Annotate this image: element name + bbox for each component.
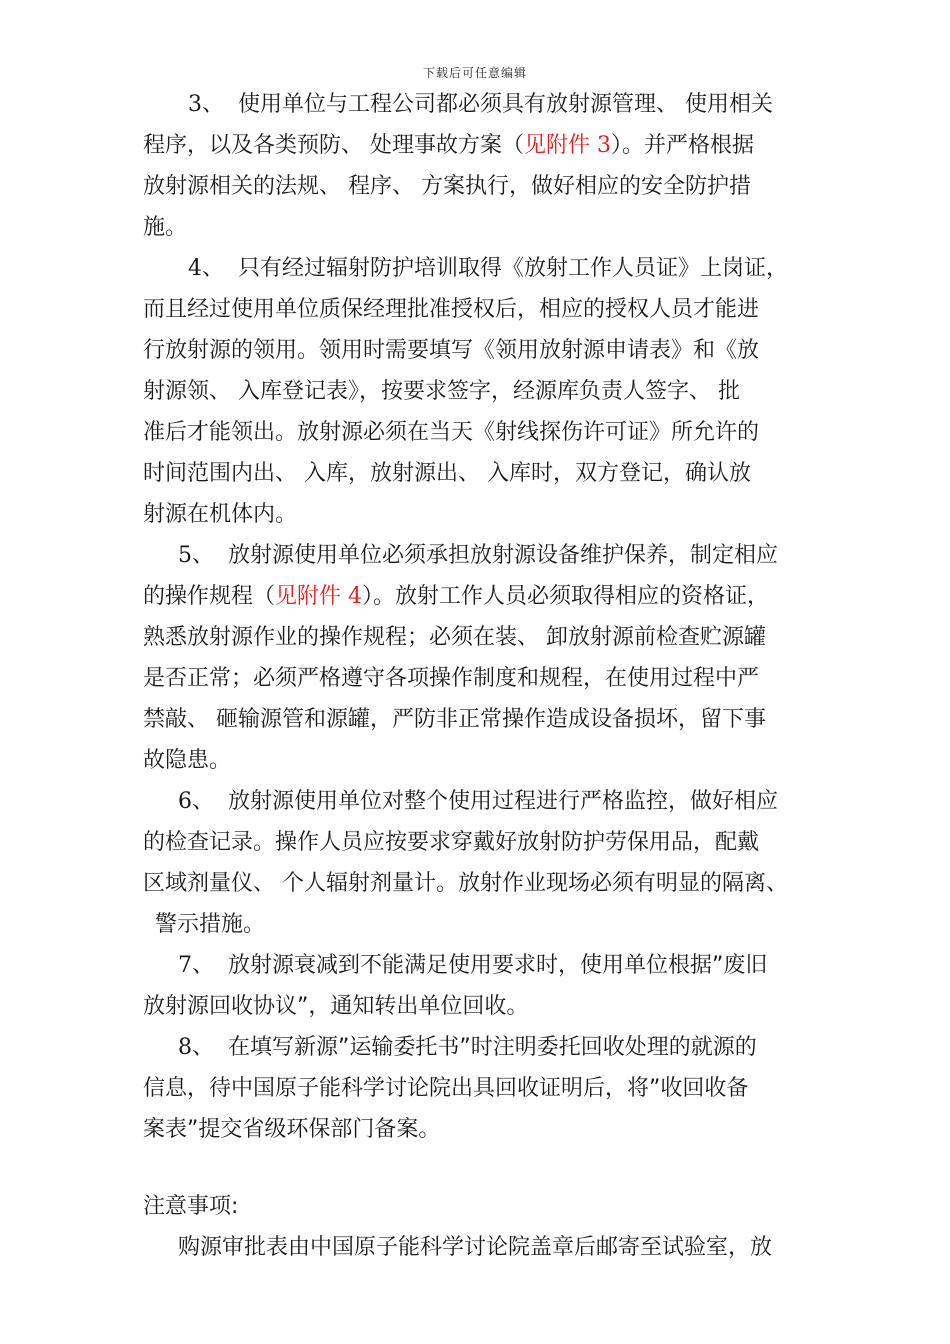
section-8-line-2: 信息，待中国原子能科学讨论院出具回收证明后，将”收回收备 xyxy=(143,1076,749,1101)
appendix-4-number: 4 xyxy=(348,584,363,609)
section-5-line-5: 禁敲、 砸输源管和源罐，严防非正常操作造成设备损坏，留下事 xyxy=(143,707,766,732)
section-8-text-1: 在填写新源”运输委托书”时注明委托回收处理的就源的 xyxy=(228,1035,757,1060)
appendix-4-label: 见附件 xyxy=(275,584,342,609)
notes-title: 注意事项: xyxy=(143,1194,239,1219)
section-4-line-3: 行放射源的领用。领用时需要填写《领用放射源申请表》和《放 xyxy=(143,338,760,363)
section-3-number: 3、 xyxy=(188,92,224,117)
appendix-4-reference xyxy=(275,584,362,609)
section-7-line-2: 放射源回收协议”，通知转出单位回收。 xyxy=(143,994,529,1019)
section-4-number: 4、 xyxy=(188,256,224,281)
appendix-3-reference xyxy=(524,133,611,158)
notes-line-1: 购源审批表由中国原子能科学讨论院盖章后邮寄至试验室，放 xyxy=(178,1235,773,1260)
section-8-number: 8、 xyxy=(178,1035,214,1060)
section-3-line-1 xyxy=(188,90,773,120)
section-3-text-1: 使用单位与工程公司都必须具有放射源管理、 使用相关 xyxy=(238,92,773,117)
section-5-text-2b: ）。放射工作人员必须取得相应的资格证， xyxy=(362,584,770,609)
section-5-line-3: 熟悉放射源作业的操作规程；必须在装、 卸放射源前检查贮源罐 xyxy=(143,625,766,650)
section-8-line-1 xyxy=(178,1033,757,1063)
section-5-number: 5、 xyxy=(178,543,214,568)
section-6-line-1 xyxy=(178,787,778,817)
section-7-text-1: 放射源衰减到不能满足使用要求时，使用单位根据”废旧 xyxy=(228,953,768,978)
appendix-3-label: 见附件 xyxy=(524,133,591,158)
section-5-line-2 xyxy=(143,582,769,612)
section-7-line-1 xyxy=(178,951,767,981)
section-5-line-6: 故隐患。 xyxy=(143,748,232,773)
section-4-text-1: 只有经过辐射防护培训取得《放射工作人员证》上岗证， xyxy=(238,256,789,281)
section-4-line-5: 准后才能领出。放射源必须在当天《射线探伤许可证》所允许的 xyxy=(143,420,760,445)
section-3-text-2a: 程序，以及各类预防、 处理事故方案（ xyxy=(143,133,524,158)
section-5-text-1: 放射源使用单位必须承担放射源设备维护保养，制定相应 xyxy=(228,543,779,568)
section-5-text-2a: 的操作规程（ xyxy=(143,584,276,609)
page-header: 下载后可任意编辑 xyxy=(422,66,527,80)
section-5-line-4: 是否正常；必须严格遵守各项操作制度和规程，在使用过程中严 xyxy=(143,666,760,691)
appendix-3-number: 3 xyxy=(597,133,612,158)
section-3-line-3: 放射源相关的法规、 程序、 方案执行，做好相应的安全防护措 xyxy=(143,174,751,199)
section-5-line-1 xyxy=(178,541,778,571)
section-7-number: 7、 xyxy=(178,953,214,978)
section-4-line-6: 时间范围内出、 入库，放射源出、 入库时，双方登记，确认放 xyxy=(143,461,751,486)
section-3-line-4: 施。 xyxy=(143,215,188,240)
section-4-line-1 xyxy=(188,254,788,284)
section-3-line-2 xyxy=(143,131,754,161)
section-4-line-4: 射源领、 入库登记表》，按要求签字，经源库负责人签字、 批 xyxy=(143,379,740,404)
section-6-number: 6、 xyxy=(178,789,214,814)
section-4-line-7: 射源在机体内。 xyxy=(143,502,298,527)
section-6-line-2: 的检查记录。操作人员应按要求穿戴好放射防护劳保用品，配戴 xyxy=(143,830,760,855)
section-3-text-2b: ）。并严格根据 xyxy=(611,133,755,158)
section-4-line-2: 而且经过使用单位质保经理批准授权后，相应的授权人员才能进 xyxy=(143,297,760,322)
section-6-line-4: 警示措施。 xyxy=(155,912,266,937)
section-6-line-3: 区域剂量仪、 个人辐射剂量计。放射作业现场必须有明显的隔离、 xyxy=(143,871,788,896)
section-8-line-3: 案表”提交省级环保部门备案。 xyxy=(143,1117,441,1142)
section-6-text-1: 放射源使用单位对整个使用过程进行严格监控，做好相应 xyxy=(228,789,779,814)
